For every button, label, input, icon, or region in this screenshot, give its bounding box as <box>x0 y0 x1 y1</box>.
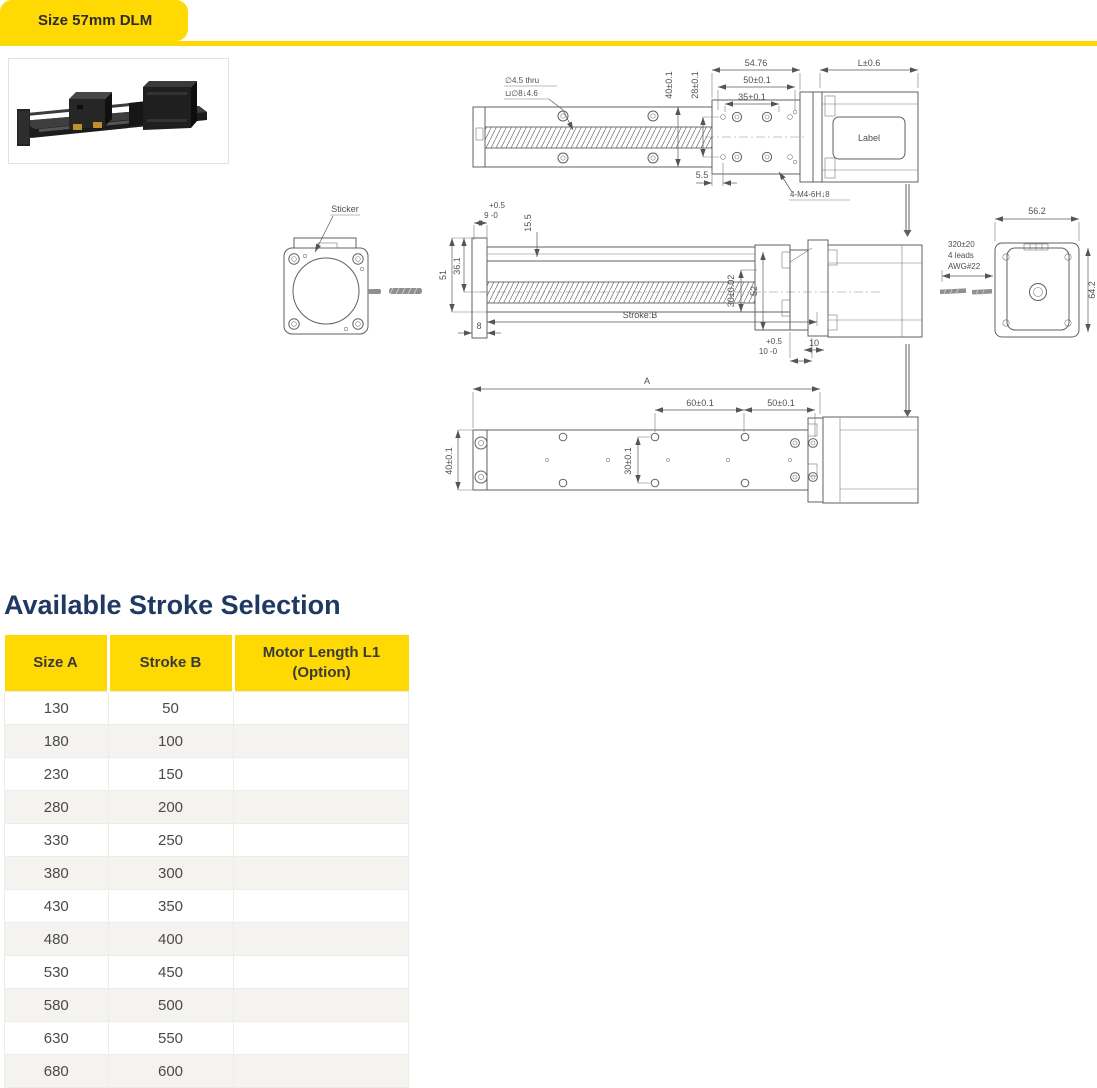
table-cell: 530 <box>5 956 109 989</box>
dim-51: 51 <box>438 269 448 281</box>
table-cell: 330 <box>5 824 109 857</box>
dim-9-tol-plus: +0.5 <box>489 201 505 210</box>
bottom-view <box>444 376 918 503</box>
table-cell <box>233 923 409 956</box>
table-row <box>5 1055 409 1088</box>
hole-note-line1: ∅4.5 thru <box>505 76 540 85</box>
wire-note-2: 4 leads <box>948 251 974 260</box>
table-cell <box>233 989 409 1022</box>
table-cell: 550 <box>108 1022 233 1055</box>
table-header-row <box>5 635 409 692</box>
header-motor-length-line2: (Option) <box>292 664 351 681</box>
thread-note: 4-M4-6H↓8 <box>790 190 830 199</box>
table-cell: 680 <box>5 1055 109 1088</box>
front-view <box>284 204 422 334</box>
dim-28: 28±0.1 <box>690 71 700 99</box>
table-cell: 130 <box>5 692 109 725</box>
header-stroke-b: Stroke B <box>108 635 233 692</box>
table-body <box>5 692 409 1088</box>
wire-note-1: 320±20 <box>948 240 975 249</box>
dim-L: L±0.6 <box>857 58 881 68</box>
dim-A: A <box>643 376 651 386</box>
dim-10-tol-plus: +0.5 <box>766 337 782 346</box>
dim-52: 52 <box>749 285 759 297</box>
table-row <box>5 791 409 824</box>
table-cell: 180 <box>5 725 109 758</box>
table-cell: 280 <box>5 791 109 824</box>
table-cell <box>233 1055 409 1088</box>
table-cell <box>233 791 409 824</box>
table-cell: 600 <box>108 1055 233 1088</box>
table-row <box>5 857 409 890</box>
table-row <box>5 956 409 989</box>
table-row <box>5 758 409 791</box>
dim-35: 35+0.1 <box>738 92 766 102</box>
dim-36-1: 36.1 <box>452 257 462 275</box>
table-cell: 500 <box>108 989 233 1022</box>
dim-8: 8 <box>476 321 482 331</box>
table-cell <box>233 824 409 857</box>
dim-30b: 30±0.1 <box>623 447 633 475</box>
table-cell: 200 <box>108 791 233 824</box>
dim-5-5: 5.5 <box>695 170 709 180</box>
table-cell: 250 <box>108 824 233 857</box>
dim-10-tol: 10 -0 <box>758 347 778 356</box>
table-cell <box>233 857 409 890</box>
table-cell: 100 <box>108 725 233 758</box>
table-cell <box>233 758 409 791</box>
table-row <box>5 824 409 857</box>
label-text: Label <box>857 133 881 143</box>
table-cell: 230 <box>5 758 109 791</box>
table-cell <box>233 725 409 758</box>
wire-note-3: AWG#22 <box>948 262 981 271</box>
table-row <box>5 692 409 725</box>
dim-56-2: 56.2 <box>1028 206 1046 216</box>
side-view <box>438 201 922 417</box>
section-heading: Available Stroke Selection <box>4 590 341 620</box>
stroke-selection-table <box>4 635 409 1088</box>
table-cell: 580 <box>5 989 109 1022</box>
dim-9-tol: 9 -0 <box>484 211 498 220</box>
stroke-b-label: Stroke:B <box>622 310 658 320</box>
dim-40: 40±0.1 <box>664 71 674 99</box>
table-cell: 50 <box>108 692 233 725</box>
header-motor-length-line1: Motor Length L1 <box>262 643 381 661</box>
dim-60: 60±0.1 <box>686 398 714 408</box>
sticker-label: Sticker <box>331 204 359 214</box>
table-cell: 630 <box>5 1022 109 1055</box>
dim-30-002: 30±0.02 <box>726 274 736 308</box>
table-row <box>5 923 409 956</box>
top-view <box>473 58 918 237</box>
table-cell: 150 <box>108 758 233 791</box>
hole-note-line2: ⊔∅8↓4.6 <box>505 89 538 98</box>
table-cell: 430 <box>5 890 109 923</box>
table-cell: 380 <box>5 857 109 890</box>
table-cell <box>233 956 409 989</box>
table-cell <box>233 692 409 725</box>
table-cell: 480 <box>5 923 109 956</box>
table-row <box>5 890 409 923</box>
table-cell <box>233 1022 409 1055</box>
dim-10: 10 <box>808 338 820 348</box>
header-size-a: Size A <box>5 635 109 692</box>
table-row <box>5 1022 409 1055</box>
table-row <box>5 725 409 758</box>
dim-50: 50±0.1 <box>743 75 771 85</box>
size-tab-label: Size 57mm DLM <box>38 12 153 29</box>
rear-view <box>940 206 1097 337</box>
table-cell <box>233 890 409 923</box>
dim-50b: 50±0.1 <box>767 398 795 408</box>
table-cell: 300 <box>108 857 233 890</box>
dim-54-76: 54.76 <box>744 58 768 68</box>
dim-15-5: 15.5 <box>523 214 533 232</box>
dim-64-2: 64.2 <box>1087 281 1097 299</box>
dim-40b: 40±0.1 <box>444 447 454 475</box>
header-motor-length <box>233 635 409 692</box>
table-row <box>5 989 409 1022</box>
table-cell: 450 <box>108 956 233 989</box>
table-cell: 400 <box>108 923 233 956</box>
table-cell: 350 <box>108 890 233 923</box>
